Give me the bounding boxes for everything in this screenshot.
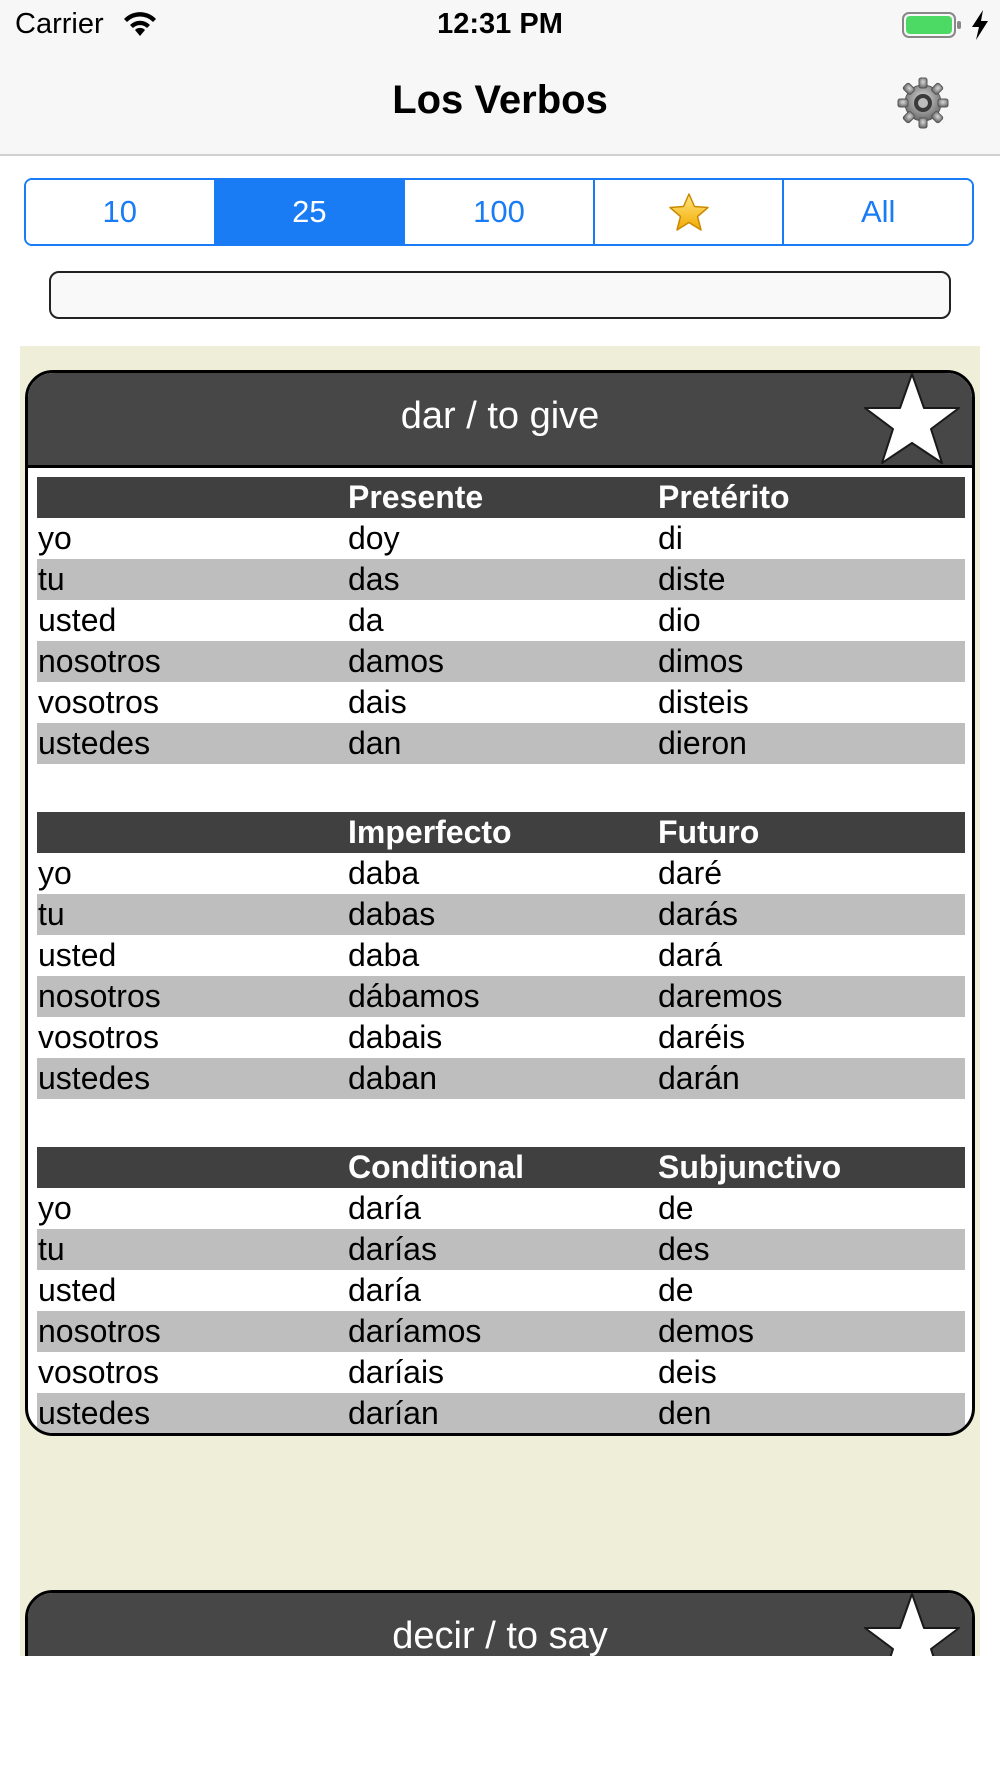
table-header-cell: Subjunctivo bbox=[657, 1147, 965, 1188]
pronoun-cell: usted bbox=[38, 1272, 117, 1308]
segment-10[interactable]: 10 bbox=[26, 180, 216, 244]
conjugation-cell: des bbox=[657, 1229, 965, 1270]
conjugation-cell: dábamos bbox=[347, 976, 657, 1017]
conjugation-cell: darías bbox=[347, 1229, 657, 1270]
bottom-blank-area bbox=[0, 1656, 1000, 1778]
table-row bbox=[37, 935, 965, 976]
conjugation-cell: dabas bbox=[347, 894, 657, 935]
conjugation-cell: doy bbox=[348, 520, 400, 556]
count-filter-segmented-control bbox=[24, 178, 974, 246]
battery-icon bbox=[902, 11, 962, 39]
conjugation-table-conditional-subjunctivo bbox=[37, 1147, 965, 1434]
verb-list[interactable] bbox=[20, 346, 980, 1656]
conjugation-cell: darían bbox=[347, 1393, 657, 1434]
conjugation-table-presente-preterito bbox=[37, 477, 965, 764]
segment-25[interactable]: 25 bbox=[216, 180, 406, 244]
pronoun-cell: nosotros bbox=[37, 1311, 347, 1352]
segment-all[interactable]: All bbox=[784, 180, 972, 244]
conjugation-cell: daba bbox=[348, 937, 420, 973]
page-title: Los Verbos bbox=[392, 78, 608, 122]
pronoun-cell: vosotros bbox=[38, 1354, 159, 1390]
clock-time: 12:31 PM bbox=[437, 8, 563, 40]
conjugation-cell: darán bbox=[657, 1058, 965, 1099]
conjugation-cell: da bbox=[348, 602, 384, 638]
conjugation-cell: das bbox=[347, 559, 657, 600]
table-header-cell bbox=[37, 1147, 347, 1188]
conjugation-cell: demos bbox=[657, 1311, 965, 1352]
star-icon bbox=[668, 192, 710, 232]
table-row bbox=[37, 853, 965, 894]
pronoun-cell: vosotros bbox=[38, 684, 159, 720]
conjugation-cell: di bbox=[658, 520, 683, 556]
pronoun-cell: nosotros bbox=[37, 641, 347, 682]
verb-card-header bbox=[28, 1593, 972, 1656]
conjugation-cell: daremos bbox=[657, 976, 965, 1017]
conjugation-cell: diste bbox=[657, 559, 965, 600]
verb-title: dar / to give bbox=[400, 395, 600, 437]
conjugation-cell: damos bbox=[347, 641, 657, 682]
conjugation-cell: daban bbox=[347, 1058, 657, 1099]
table-row bbox=[37, 559, 965, 600]
pronoun-cell: tu bbox=[37, 559, 347, 600]
conjugation-cell: dais bbox=[348, 684, 407, 720]
gear-icon[interactable] bbox=[896, 76, 950, 130]
conjugation-cell: daríamos bbox=[347, 1311, 657, 1352]
pronoun-cell: tu bbox=[37, 1229, 347, 1270]
pronoun-cell: tu bbox=[37, 894, 347, 935]
table-row bbox=[37, 894, 965, 935]
table-row bbox=[37, 682, 965, 723]
conjugation-cell: darás bbox=[657, 894, 965, 935]
table-header-cell bbox=[37, 477, 347, 518]
segment-100[interactable]: 100 bbox=[405, 180, 595, 244]
conjugation-cell: daré bbox=[658, 855, 723, 891]
pronoun-cell: ustedes bbox=[37, 723, 347, 764]
table-row bbox=[37, 1229, 965, 1270]
table-header-cell: Futuro bbox=[657, 812, 965, 853]
table-header-cell bbox=[37, 812, 347, 853]
table-row bbox=[37, 1058, 965, 1099]
table-row bbox=[37, 641, 965, 682]
pronoun-cell: ustedes bbox=[37, 1393, 347, 1434]
pronoun-cell: usted bbox=[38, 602, 117, 638]
conjugation-table-imperfecto-futuro bbox=[37, 812, 965, 1099]
favorite-star-icon[interactable] bbox=[862, 1591, 962, 1656]
pronoun-cell: vosotros bbox=[38, 1019, 159, 1055]
table-row bbox=[37, 600, 965, 641]
pronoun-cell: yo bbox=[38, 1190, 72, 1226]
conjugation-cell: dará bbox=[658, 937, 723, 973]
segment-favorites[interactable] bbox=[595, 180, 785, 244]
conjugation-cell: de bbox=[658, 1190, 694, 1226]
pronoun-cell: nosotros bbox=[37, 976, 347, 1017]
conjugation-cell: deis bbox=[658, 1354, 717, 1390]
conjugation-cell: disteis bbox=[658, 684, 749, 720]
pronoun-cell: yo bbox=[38, 520, 72, 556]
pronoun-cell: ustedes bbox=[37, 1058, 347, 1099]
navigation-bar bbox=[0, 52, 1000, 156]
table-header-cell: Imperfecto bbox=[347, 812, 657, 853]
table-row bbox=[37, 723, 965, 764]
verb-card bbox=[25, 1590, 975, 1656]
table-row bbox=[37, 1352, 965, 1393]
status-bar bbox=[0, 0, 1000, 52]
table-row bbox=[37, 1017, 965, 1058]
verb-card-header bbox=[28, 373, 972, 468]
table-row bbox=[37, 518, 965, 559]
conjugation-cell: dabais bbox=[348, 1019, 443, 1055]
table-row bbox=[37, 1393, 965, 1434]
conjugation-cell: daba bbox=[348, 855, 420, 891]
conjugation-cell: dieron bbox=[657, 723, 965, 764]
pronoun-cell: usted bbox=[38, 937, 117, 973]
conjugation-cell: dimos bbox=[657, 641, 965, 682]
table-row bbox=[37, 1311, 965, 1352]
table-header-cell: Conditional bbox=[347, 1147, 657, 1188]
conjugation-cell: daríais bbox=[348, 1354, 445, 1390]
conjugation-cell: daría bbox=[348, 1190, 421, 1226]
carrier-label: Carrier bbox=[15, 8, 104, 40]
table-row bbox=[37, 976, 965, 1017]
table-row bbox=[37, 1270, 965, 1311]
charging-bolt-icon bbox=[970, 9, 990, 41]
conjugation-cell: den bbox=[657, 1393, 965, 1434]
conjugation-cell: daréis bbox=[658, 1019, 746, 1055]
pronoun-cell: yo bbox=[38, 855, 72, 891]
conjugation-cell: daría bbox=[348, 1272, 421, 1308]
table-header-cell: Pretérito bbox=[657, 477, 965, 518]
search-input[interactable] bbox=[49, 271, 951, 319]
table-header-cell: Presente bbox=[347, 477, 657, 518]
verb-card bbox=[25, 370, 975, 1436]
favorite-star-icon[interactable] bbox=[862, 371, 962, 467]
conjugation-cell: dan bbox=[347, 723, 657, 764]
conjugation-cell: dio bbox=[658, 602, 701, 638]
verb-title: decir / to say bbox=[392, 1615, 608, 1656]
conjugation-cell: de bbox=[658, 1272, 694, 1308]
table-row bbox=[37, 1188, 965, 1229]
